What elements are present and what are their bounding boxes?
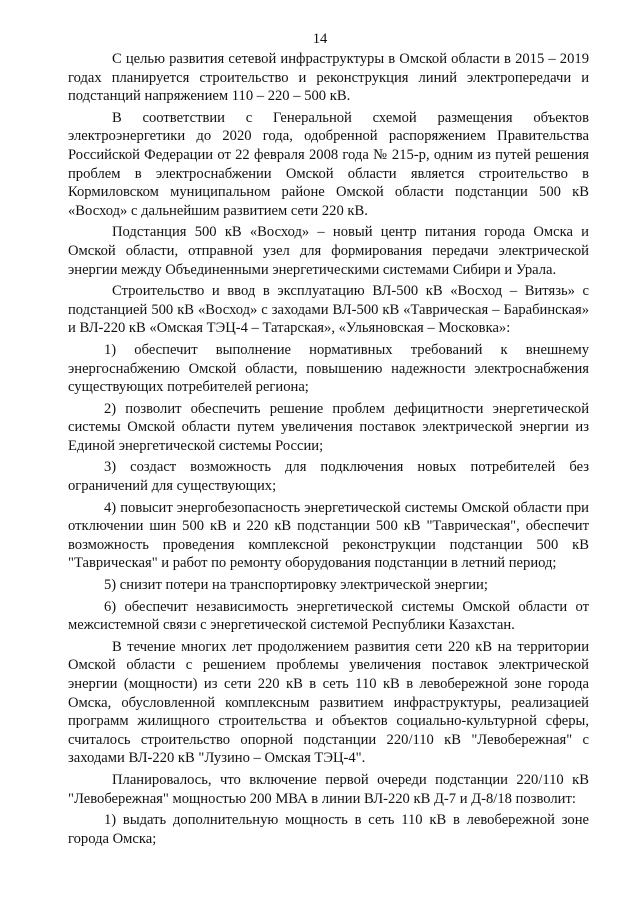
- list-item-6: 6) обеспечит независимость энергетической системы Омской области от межсистемной связи с энергетической системой Республики Казахстан.: [68, 598, 589, 634]
- list-item-4: 4) повысит энергобезопасность энергетической системы Омской области при отключении шин 500 кВ и 220 кВ подстанции 500 кВ "Таврическая", обеспечит возможность проведения комплексной реконструкции подстанции 500 кВ "Таврическая" и работ по ремонту оборудования подстанции в летний период;: [68, 499, 589, 572]
- paragraph-construction: Строительство и ввод в эксплуатацию ВЛ-500 кВ «Восход – Витязь» с подстанцией 500 кВ «Восход» с заходами ВЛ-500 кВ «Таврическая – Барабинская» и ВЛ-220 кВ «Омская ТЭЦ-4 – Татарская», «Ульяновская – Московка»:: [68, 283, 589, 337]
- page-number: 14: [312, 31, 328, 47]
- paragraph-voskhod-substation: Подстанция 500 кВ «Восход» – новый центр питания города Омска и Омской области, отправной узел для формирования передачи электрической энергии между Объединенными энергетическими системами Сибири и Урала.: [68, 224, 589, 278]
- paragraph-220kv-development: В течение многих лет продолжением развития сети 220 кВ на территории Омской области с решением проблемы увеличения поставок электрической энергии (мощности) из сети 220 кВ в сеть 110 кВ в левобережной зоне города Омска, обусловленной комплексным развитием инфраструктуры, реализацией программ жилищного строительства и объектов социально-культурной сферы, считалось строительство опорной подстанции 220/110 кВ "Левобережная" с заходами ВЛ-220 кВ "Лузино – Омская ТЭЦ-4".: [68, 638, 589, 767]
- list-item-levoberezhnaya-1: 1) выдать дополнительную мощность в сеть 110 кВ в левобережной зоне города Омска;: [68, 812, 589, 847]
- paragraph-levoberezhnaya-plan: Планировалось, что включение первой очереди подстанции 220/110 кВ "Левобережная" мощностью 200 МВА в линии ВЛ-220 кВ Д-7 и Д-8/18 позволит:: [68, 771, 589, 807]
- paragraph-network-development: С целью развития сетевой инфраструктуры в Омской области в 2015 – 2019 годах планируется строительство и реконструкция линий электропередачи и подстанций напряжением 110 – 220 – 500 кВ.: [68, 51, 589, 105]
- list-item-2: 2) позволит обеспечить решение проблем дефицитности энергетической системы Омской области путем увеличения поставок электрической энергии из Единой энергетической системы России;: [68, 400, 589, 454]
- list-item-3: 3) создаст возможность для подключения новых потребителей без ограничений для существующих;: [68, 459, 589, 495]
- document-body: [68, 50, 589, 851]
- list-item-5: 5) снизит потери на транспортировку электрической энергии;: [104, 577, 488, 594]
- paragraph-general-scheme: В соответствии с Генеральной схемой размещения объектов электроэнергетики до 2020 года, одобренной распоряжением Правительства Российской Федерации от 22 февраля 2008 года № 215-р, одним из путей решения проблем в электроснабжении Омской области является строительство в Кормиловском муниципальном районе Омской области подстанции 500 кВ «Восход» с дальнейшим развитием сети 220 кВ.: [68, 109, 589, 219]
- list-item-1: 1) обеспечит выполнение нормативных требований к внешнему энергоснабжению Омской области, повышению надежности электроснабжения существующих потребителей региона;: [68, 341, 589, 396]
